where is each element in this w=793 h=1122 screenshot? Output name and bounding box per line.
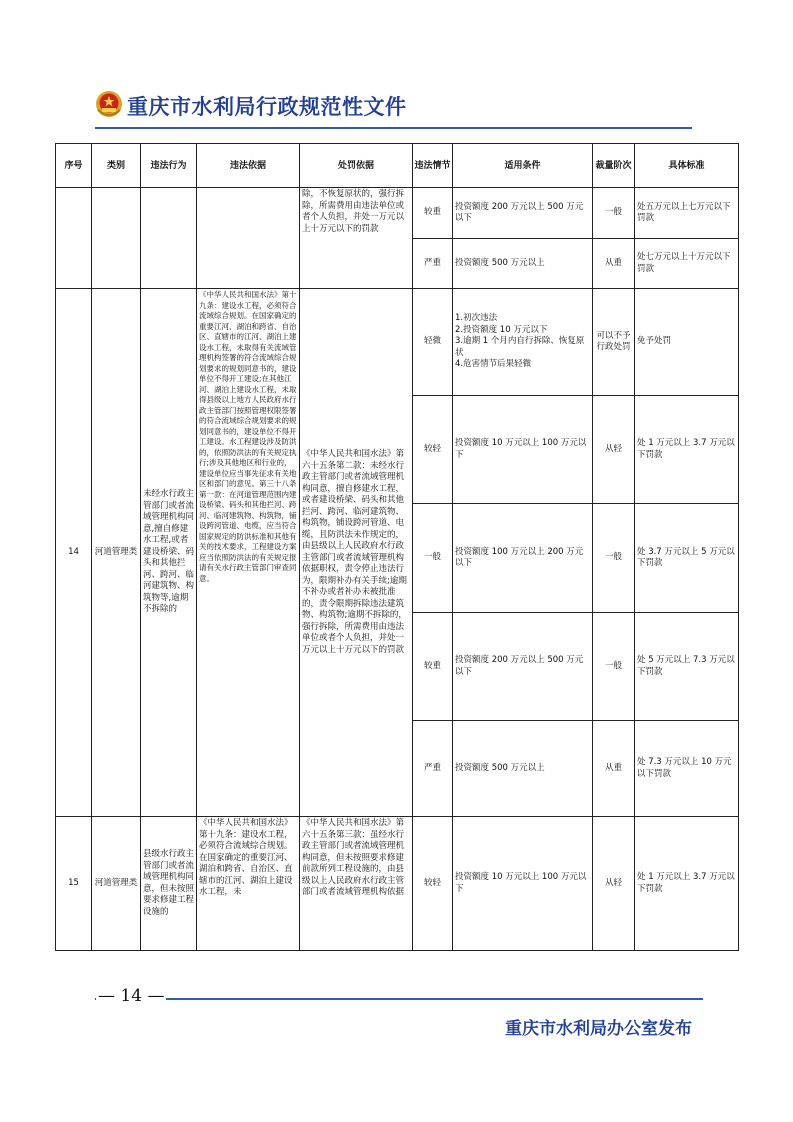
column-header: 类别 [92, 144, 141, 188]
act-cell [141, 188, 197, 289]
act-cell: 未经水行政主管部门或者流域管理机构同意,擅自修建水工程,或者建设桥梁、码头和其他拦河、跨河、临河建筑物、构筑物等,逾期不拆除的 [141, 289, 197, 817]
document-header-title: 重庆市水利局行政规范性文件 [127, 94, 407, 119]
category-cell: 河道管理类 [92, 289, 141, 817]
standard-cell: 处 7.3 万元以上 10 万元以下罚款 [635, 721, 739, 817]
plot-cell: 一般 [413, 504, 453, 613]
standard-cell: 处 3.7 万元以上 5 万元以下罚款 [635, 504, 739, 613]
standard-cell: 处 5 万元以上 7.3 万元以下罚款 [635, 613, 739, 721]
plot-cell: 较轻 [413, 396, 453, 504]
condition-cell: 投资额度 200 万元以上 500 万元以下 [453, 613, 593, 721]
standard-cell: 免予处罚 [635, 289, 739, 396]
level-cell: 从轻 [593, 817, 635, 951]
category-cell: 河道管理类 [92, 817, 141, 951]
penalty-basis-cell: 《中华人民共和国水法》第六十五条第二款：未经水行政主管部门或者流域管理机构同意，擅自修建水工程，或者建设桥梁、码头和其他拦河、跨河、临河建筑物、构筑物，铺设跨河管道、电缆，且防洪法未作规定的，由县级以上人民政府水行政主管部门或者流域管理机构依据职权，责令停止违法行为，限期补办有关手续;逾期不补办或者补办未被批准的，责令限期拆除违法建筑物、构筑物;逾期不拆除的，强行拆除，所需费用由违法单位或者个人负担，并处一万元以上十万元以下的罚款 [300, 289, 413, 817]
column-header: 具体标准 [635, 144, 739, 188]
plot-cell: 较重 [413, 613, 453, 721]
column-header: 适用条件 [453, 144, 593, 188]
condition-cell: 投资额度 200 万元以上 500 万元以下 [453, 188, 593, 239]
header-divider [95, 127, 692, 129]
column-header: 处罚依据 [300, 144, 413, 188]
condition-cell: 投资额度 100 万元以上 200 万元以下 [453, 504, 593, 613]
standard-cell: 处 1 万元以上 3.7 万元以下罚款 [635, 396, 739, 504]
plot-cell: 较轻 [413, 817, 453, 951]
plot-cell: 严重 [413, 721, 453, 817]
table-row [56, 289, 739, 396]
penalty-basis-cell: 除，不恢复原状的，强行拆除，所需费用由违法单位或者个人负担，并处一万元以上十万元以下的罚款 [300, 188, 413, 289]
serial-cell: 14 [56, 289, 92, 817]
condition-cell: 投资额度 500 万元以上 [453, 239, 593, 289]
table-row [56, 817, 739, 951]
plot-cell: 较重 [413, 188, 453, 239]
column-header: 裁量阶次 [593, 144, 635, 188]
serial-cell: 15 [56, 817, 92, 951]
publisher-text: 重庆市水利局办公室发布 [505, 1019, 692, 1039]
column-header: 违法依据 [197, 144, 300, 188]
level-cell: 可以不予行政处罚 [593, 289, 635, 396]
plot-cell: 轻微 [413, 289, 453, 396]
level-cell: 从重 [593, 721, 635, 817]
column-header: 序号 [56, 144, 92, 188]
national-emblem-icon [95, 90, 123, 118]
condition-cell: 投资额度 10 万元以上 100 万元以下 [453, 396, 593, 504]
act-cell: 县级水行政主管部门或者流域管理机构同意，但未按照要求修建工程设施的 [141, 817, 197, 951]
serial-cell [56, 188, 92, 289]
table-header-row [56, 144, 739, 188]
table-row [56, 188, 739, 239]
plot-cell: 严重 [413, 239, 453, 289]
document-header [95, 88, 615, 122]
column-header: 违法行为 [141, 144, 197, 188]
page-number: — 14 — [98, 986, 165, 1006]
standard-cell: 处 1 万元以上 3.7 万元以下罚款 [635, 817, 739, 951]
condition-cell: 投资额度 500 万元以上 [453, 721, 593, 817]
level-cell: 一般 [593, 188, 635, 239]
level-cell: 从轻 [593, 396, 635, 504]
condition-cell: 投资额度 10 万元以上 100 万元以下 [453, 817, 593, 951]
level-cell: 从重 [593, 239, 635, 289]
footer-divider [95, 998, 703, 1000]
penalty-basis-cell: 《中华人民共和国水法》第六十五条第三款：虽经水行政主管部门或者流域管理机构同意，但未按照要求修建前款所列工程设施的，由县级以上人民政府水行政主管部门或者流域管理机构依据 [300, 817, 413, 951]
level-cell: 一般 [593, 613, 635, 721]
level-cell: 一般 [593, 504, 635, 613]
standard-cell: 处七万元以上十万元以下罚款 [635, 239, 739, 289]
violation-basis-cell: 《中华人民共和国水法》第十九条：建设水工程，必须符合流域综合规划。在国家确定的重要江河、湖泊和跨省、自治区、直辖市的江河、湖泊上建设水工程，未 [197, 817, 300, 951]
violation-basis-cell: 《中华人民共和国水法》第十九条：建设水工程，必须符合流域综合规划。在国家确定的重要江河、湖泊和跨省、自治区、直辖市的江河、湖泊上建设水工程，未取得有关流域管理机构签署的符合流域综合规划要求的规划同意书的，建设单位不得开工建设;在其他江河、湖泊上建设水工程，未取得县级以上地方人民政府水行政主管部门按照管理权限签署的符合流域综合规划要求的规划同意书的，建设单位不得开工建设。水工程建设涉及防洪的，依照防洪法的有关规定执行;涉及其他地区和行业的，建设单位应当事先征求有关地区和部门的意见。第三十八条第一款：在河道管理范围内建设桥梁、码头和其他拦河、跨河、临河建筑物、构筑物，铺设跨河管道、电缆，应当符合国家规定的防洪标准和其他有关的技术要求，工程建设方案应当依照防洪法的有关规定报请有关水行政主管部门审查同意。 [197, 289, 300, 817]
column-header: 违法情节 [413, 144, 453, 188]
condition-cell: 1.初次违法 2.投资额度 10 万元以下 3.逾期 1 个月内自行拆除、恢复原状 4.危害情节后果轻微 [453, 289, 593, 396]
violation-basis-cell [197, 188, 300, 289]
category-cell [92, 188, 141, 289]
penalty-standards-table [55, 143, 739, 951]
standard-cell: 处五万元以上七万元以下罚款 [635, 188, 739, 239]
